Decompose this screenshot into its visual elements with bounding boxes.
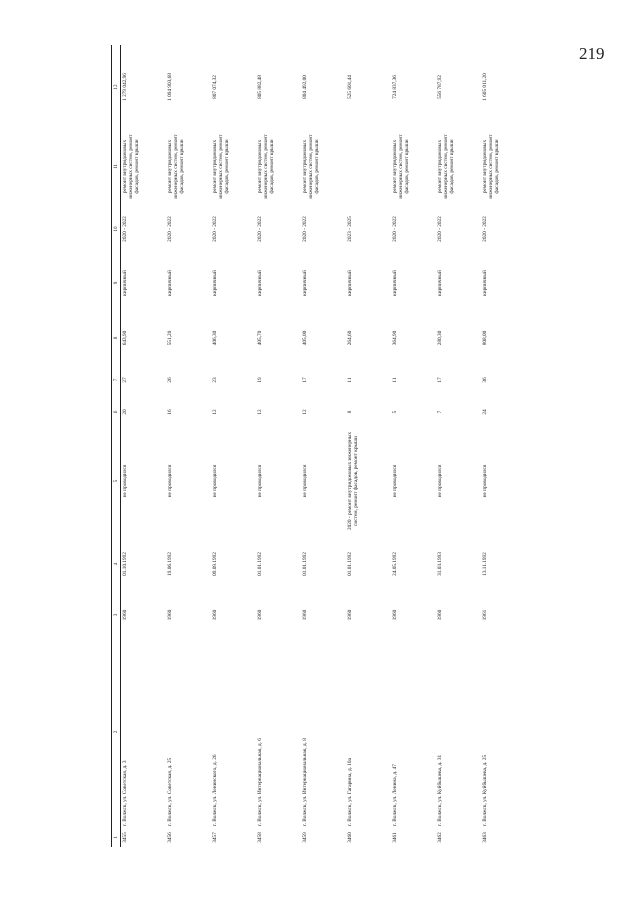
table-row xyxy=(436,45,481,847)
rotated-table-container xyxy=(111,45,518,847)
col-header: 10 xyxy=(112,204,121,254)
col6-value: 8 xyxy=(347,410,353,414)
row-number: 3461 xyxy=(392,832,398,843)
build-year: 1960 xyxy=(392,609,398,621)
build-year: 1960 xyxy=(122,609,128,621)
col-header: 1 xyxy=(112,828,121,847)
privatization-date: 13.11.1992 xyxy=(482,552,488,576)
repair-period: 2020 - 2022 xyxy=(167,216,173,242)
work-types: ремонт внутридомовых инженерных систем, ремонт фасадов, ремонт крыши xyxy=(167,134,186,199)
row-number: 3460 xyxy=(347,832,353,843)
cost: 525 601,44 xyxy=(347,75,353,99)
col-header: 11 xyxy=(112,129,121,204)
build-year: 1960 xyxy=(212,609,218,621)
repair-period: 2020 - 2022 xyxy=(122,216,128,242)
row-number: 3457 xyxy=(212,832,218,843)
col7-value: 17 xyxy=(302,377,308,383)
col7-value: 11 xyxy=(392,377,398,383)
wall-material: кирпичный xyxy=(212,270,218,296)
build-year: 1960 xyxy=(347,609,353,621)
work-types: ремонт внутридомовых инженерных систем, ремонт фасадов, ремонт крыши xyxy=(437,134,456,199)
table-row xyxy=(301,45,346,847)
repair-period: 2020 - 2022 xyxy=(437,216,443,242)
build-year: 1960 xyxy=(302,609,308,621)
col-header: 12 xyxy=(112,45,121,129)
col6-value: 12 xyxy=(212,409,218,415)
wall-material: кирпичный xyxy=(437,270,443,296)
repair-period: 2020 - 2022 xyxy=(482,216,488,242)
work-types: ремонт внутридомовых инженерных систем, ремонт фасадов, ремонт крыши xyxy=(482,134,501,199)
previous-repair: не проводился xyxy=(302,464,308,498)
wall-material: кирпичный xyxy=(167,270,173,296)
table-body xyxy=(121,45,527,847)
work-types xyxy=(346,129,391,204)
address: г. Волжск, ул. Ленина, д. 47 xyxy=(392,764,398,826)
area: 405,70 xyxy=(257,330,263,346)
privatization-date: 09.09.1992 xyxy=(212,552,218,576)
row-number: 3459 xyxy=(302,832,308,843)
work-types: ремонт внутридомовых инженерных систем, ремонт фасадов, ремонт крыши xyxy=(392,134,411,199)
col7-value: 26 xyxy=(167,377,173,383)
col6-value: 20 xyxy=(122,409,128,415)
table-row xyxy=(211,45,256,847)
table-row xyxy=(121,45,167,847)
table-row xyxy=(346,45,391,847)
address: г. Волжск, ул. Интернациональная, д. 8 xyxy=(302,738,308,826)
address: г. Волжск, ул. Гагарина, д. 10а xyxy=(347,758,353,826)
privatization-date: 01.10.1992 xyxy=(122,552,128,576)
area: 643,90 xyxy=(122,330,128,346)
address: г. Волжск, ул. Интернациональная, д. 6 xyxy=(257,738,263,826)
page-number: 219 xyxy=(579,44,605,63)
row-number: 3456 xyxy=(167,832,173,843)
header-row xyxy=(112,45,121,847)
col6-value: 12 xyxy=(257,409,263,415)
address: г. Волжск, ул. Куйбышева, д. 31 xyxy=(437,754,443,826)
row-number: 3458 xyxy=(257,832,263,843)
privatization-date: 19.06.1992 xyxy=(167,552,173,576)
address: г. Волжск, ул. Советская, д. 3 xyxy=(122,760,128,826)
col6-value: 16 xyxy=(167,409,173,415)
cost: 556 787,92 xyxy=(437,75,443,99)
previous-repair: не проводился xyxy=(437,464,443,498)
cost: 1 605 011,20 xyxy=(482,73,488,101)
capital-repair-table xyxy=(111,45,526,847)
repair-period: 2020 - 2022 xyxy=(302,216,308,242)
col6-value: 24 xyxy=(482,409,488,415)
address: г. Волжск, ул. Советская, д. 25 xyxy=(167,757,173,826)
cost: 805 882,48 xyxy=(257,75,263,99)
previous-repair: 2020 - ремонт внутридомовых инженерных систем, ремонт фасадов, ремонт крыши xyxy=(347,431,360,531)
table-row xyxy=(481,45,526,847)
col7-value: 27 xyxy=(122,377,128,383)
col6-value: 5 xyxy=(392,410,398,414)
wall-material: кирпичный xyxy=(482,270,488,296)
area: 405,00 xyxy=(302,330,308,346)
row-number: 3455 xyxy=(122,832,128,843)
col-header: 9 xyxy=(112,254,121,312)
area: 551,20 xyxy=(167,330,173,346)
row-number: 3463 xyxy=(482,832,488,843)
repair-period: 2020 - 2022 xyxy=(212,216,218,242)
cost: 1 279 042,96 xyxy=(122,73,128,101)
table-row xyxy=(166,45,211,847)
col6-value: 12 xyxy=(302,409,308,415)
address: г. Волжск, ул. Куйбышева, д. 25 xyxy=(482,754,488,826)
privatization-date: 24.05.1992 xyxy=(392,552,398,576)
previous-repair: не проводился xyxy=(167,464,173,498)
col7-value: 19 xyxy=(257,377,263,383)
work-types: ремонт внутридомовых инженерных систем, ремонт фасадов, ремонт крыши xyxy=(302,134,321,199)
area: 264,60 xyxy=(347,330,353,346)
col-header: 2 xyxy=(112,636,121,828)
col7-value: 17 xyxy=(437,377,443,383)
privatization-date: 31.03.1993 xyxy=(437,552,443,576)
work-types: ремонт внутридомовых инженерных систем, ремонт фасадов, ремонт крыши xyxy=(257,134,276,199)
previous-repair: не проводился xyxy=(122,464,128,498)
area: 364,90 xyxy=(392,330,398,346)
previous-repair: не проводился xyxy=(482,464,488,498)
wall-material: кирпичный xyxy=(302,270,308,296)
area: 280,30 xyxy=(437,330,443,346)
cost: 1 094 903,68 xyxy=(167,73,173,101)
cost: 804 492,00 xyxy=(302,75,308,99)
table-row xyxy=(256,45,301,847)
col-header: 5 xyxy=(112,428,121,534)
col-header: 7 xyxy=(112,364,121,396)
row-number: 3462 xyxy=(437,832,443,843)
col7-value: 36 xyxy=(482,377,488,383)
address: г. Волжск, ул. Ленинского, д. 26 xyxy=(212,754,218,826)
build-year: 1960 xyxy=(437,609,443,621)
build-year: 1961 xyxy=(482,609,488,621)
previous-repair: не проводился xyxy=(257,464,263,498)
wall-material: кирпичный xyxy=(122,270,128,296)
repair-period: 2020 - 2022 xyxy=(392,216,398,242)
previous-repair: не проводился xyxy=(212,464,218,498)
wall-material: кирпичный xyxy=(257,270,263,296)
wall-material: кирпичный xyxy=(392,270,398,296)
cost: 724 837,36 xyxy=(392,75,398,99)
table-row xyxy=(391,45,436,847)
col-header: 4 xyxy=(112,534,121,594)
build-year: 1960 xyxy=(167,609,173,621)
cost: 807 074,32 xyxy=(212,75,218,99)
col-header: 3 xyxy=(112,594,121,636)
repair-period: 2023 - 2025 xyxy=(347,216,353,242)
col6-value: 7 xyxy=(437,410,443,414)
privatization-date: 01.01.1992 xyxy=(302,552,308,576)
col7-value: 11 xyxy=(347,377,353,383)
area: 406,30 xyxy=(212,330,218,346)
repair-period: 2020 - 2022 xyxy=(257,216,263,242)
col7-value: 23 xyxy=(212,377,218,383)
privatization-date: 01.01.1992 xyxy=(347,552,353,576)
work-types: ремонт внутридомовых инженерных систем, ремонт фасадов, ремонт крыши xyxy=(122,134,141,199)
area: 808,00 xyxy=(482,330,488,346)
table-wrapper xyxy=(111,45,518,847)
wall-material: кирпичный xyxy=(347,270,353,296)
col-header: 8 xyxy=(112,312,121,364)
work-types: ремонт внутридомовых инженерных систем, ремонт фасадов, ремонт крыши xyxy=(212,134,231,199)
previous-repair: не проводился xyxy=(392,464,398,498)
privatization-date: 01.01.1992 xyxy=(257,552,263,576)
col-header: 6 xyxy=(112,396,121,428)
build-year: 1960 xyxy=(257,609,263,621)
